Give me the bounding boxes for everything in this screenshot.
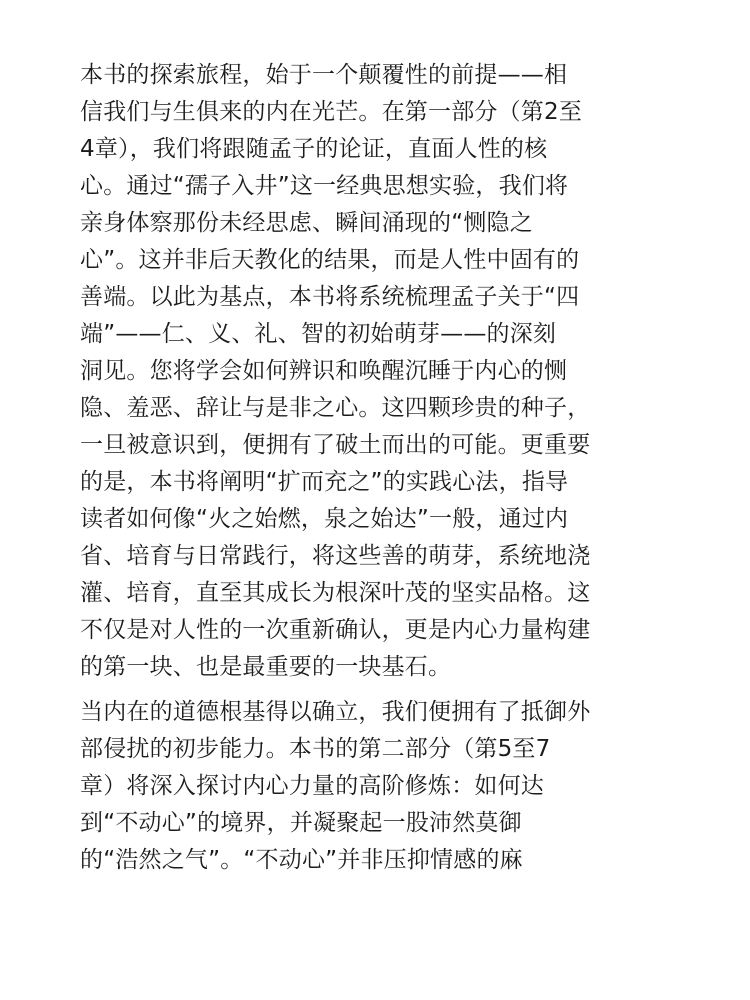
document-body (80, 57, 680, 879)
text-line: 心。通过“孺子入井”这一经典思想实验，我们将 (80, 173, 569, 199)
text-line: 的是，本书将阐明“扩而充之”的实践心法，指导 (80, 469, 569, 495)
paragraph-2 (80, 694, 680, 879)
text-line: 到“不动心”的境界，并凝聚起一股沛然莫御 (80, 810, 522, 836)
text-line: 不仅是对人性的一次重新确认，更是内心力量构建 (80, 617, 591, 643)
text-line: 章）将深入探讨内心力量的高阶修炼：如何达 (80, 773, 544, 799)
text-line: 洞见。您将学会如何辨识和唤醒沉睡于内心的恻 (80, 358, 568, 384)
text-line: 部侵扰的初步能力。本书的第二部分（第5至7 (80, 736, 551, 762)
paragraph-1 (80, 57, 680, 686)
text-line: 心”。这并非后天教化的结果，而是人性中固有的 (80, 247, 580, 273)
text-line: 灌、培育，直至其成长为根深叶茂的坚实品格。这 (80, 580, 591, 606)
text-line: 隐、羞恶、辞让与是非之心。这四颗珍贵的种子， (80, 395, 591, 421)
text-line: 亲身体察那份未经思虑、瞬间涌现的“恻隐之 (80, 210, 533, 236)
text-line: 善端。以此为基点，本书将系统梳理孟子关于“四 (80, 284, 580, 310)
text-line: 的第一块、也是最重要的一块基石。 (80, 654, 452, 680)
text-line: 端”——仁、义、礼、智的初始萌芽——的深刻 (80, 321, 557, 347)
text-line: 本书的探索旅程，始于一个颠覆性的前提——相 (80, 62, 568, 88)
text-line: 一旦被意识到，便拥有了破土而出的可能。更重要 (80, 432, 591, 458)
text-line: 信我们与生俱来的内在光芒。在第一部分（第2至 (80, 99, 583, 125)
text-line: 4章），我们将跟随孟子的论证，直面人性的核 (80, 136, 548, 162)
text-line: 的“浩然之气”。“不动心”并非压抑情感的麻 (80, 847, 523, 873)
text-line: 省、培育与日常践行，将这些善的萌芽，系统地浇 (80, 543, 591, 569)
text-line: 当内在的道德根基得以确立，我们便拥有了抵御外 (80, 699, 591, 725)
text-line: 读者如何像“火之始燃，泉之始达”一般，通过内 (80, 506, 569, 532)
